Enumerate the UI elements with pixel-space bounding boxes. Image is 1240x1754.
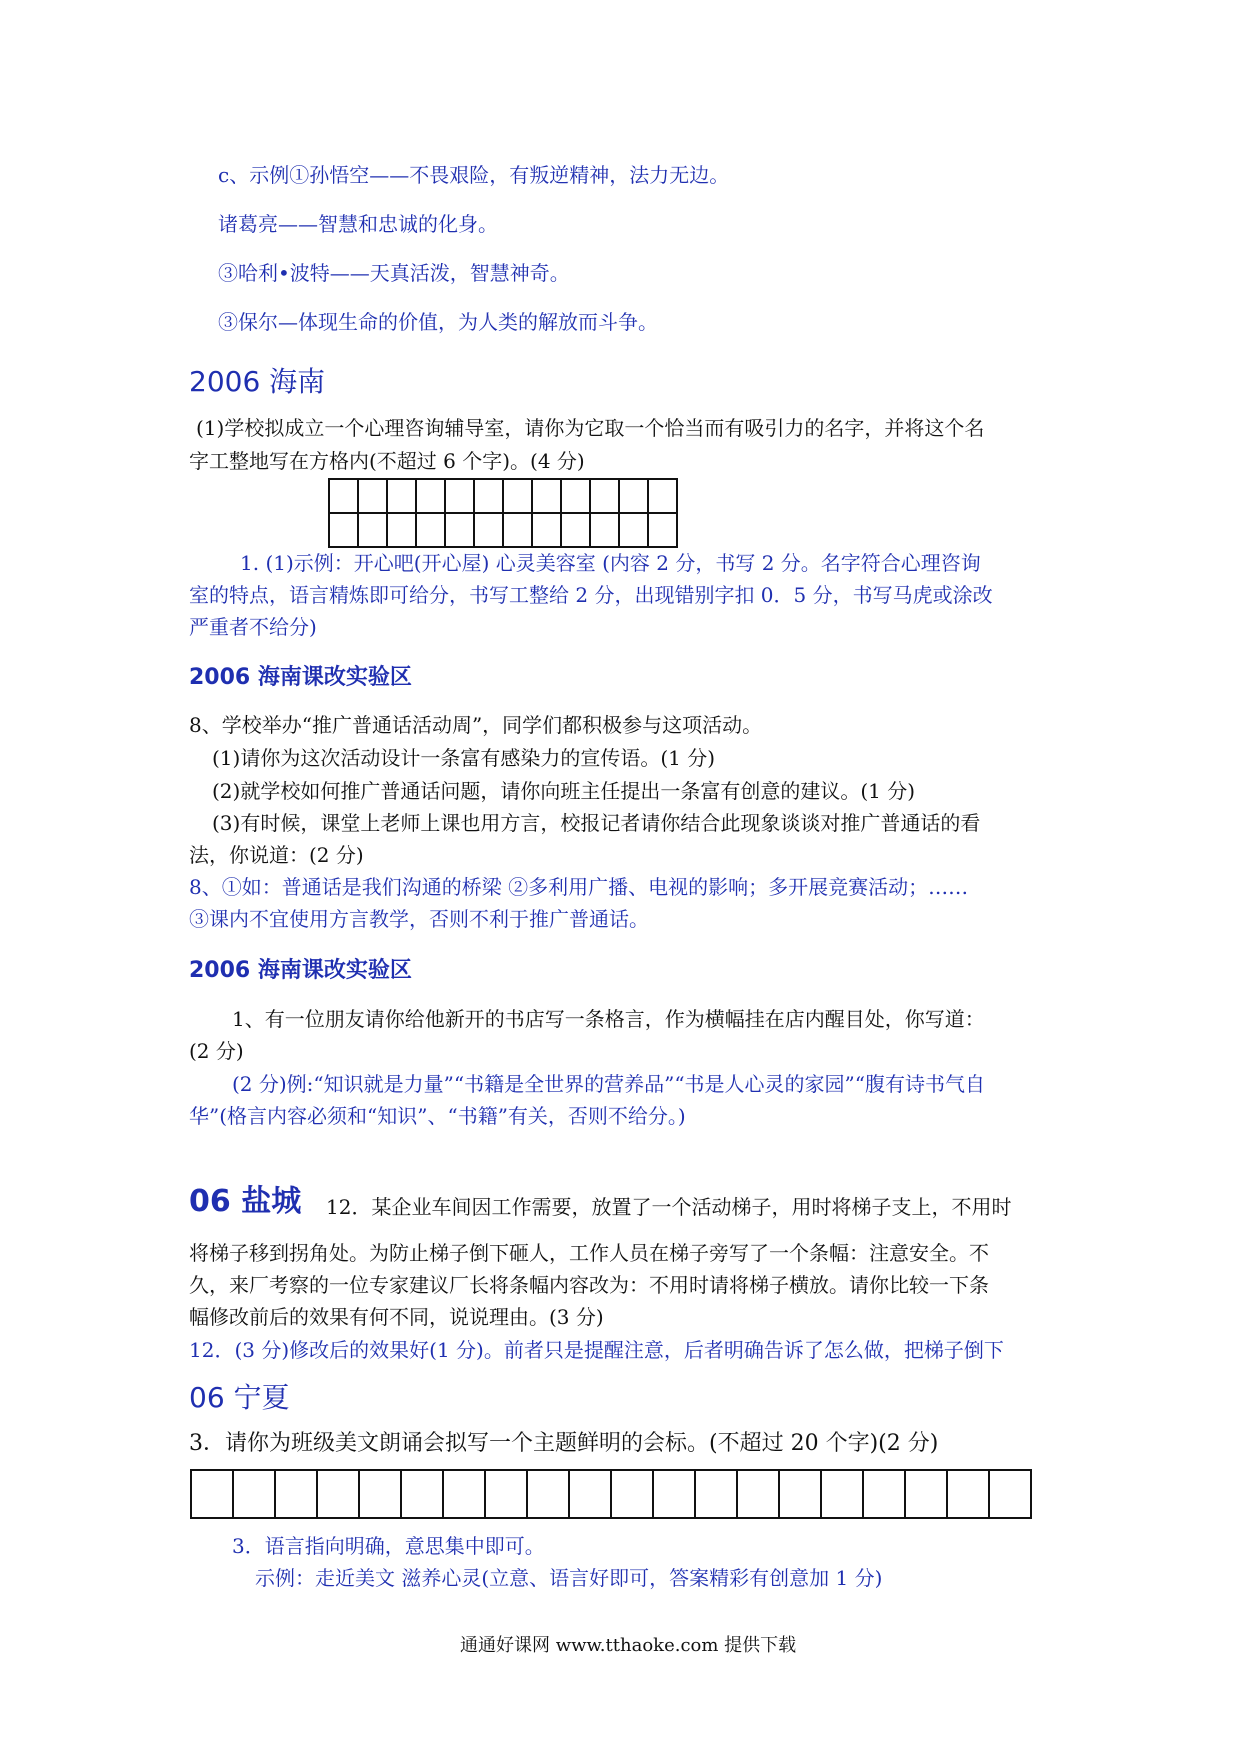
heading-reform-1: 2006 海南课改实验区	[189, 665, 412, 690]
ningxia-answer-line-2: 示例：走近美文 滋养心灵(立意、语言好即可，答案精彩有创意加 1 分)	[255, 1566, 883, 1590]
reform-2-answer-line-2: 华”(格言内容必须和“知识”、“书籍”有关，否则不给分。)	[189, 1104, 686, 1128]
hainan-answer-line-1: 1. (1)示例：开心吧(开心屋) 心灵美容室 (内容 2 分，书写 2 分。名字符合心理咨询	[240, 551, 981, 575]
page-footer: 通通好课网 www.tthaoke.com 提供下载	[460, 1635, 797, 1656]
name-answer-grid	[328, 478, 678, 548]
reform-1-answer-line-1: 8、①如：普通话是我们沟通的桥梁 ②多利用广播、电视的影响；多开展竞赛活动；……	[189, 875, 969, 899]
reform-2-question-line-2: (2 分)	[189, 1039, 244, 1063]
example-c-line-2: 诸葛亮——智慧和忠诚的化身。	[218, 212, 498, 236]
example-c-line-1: c、示例①孙悟空——不畏艰险，有叛逆精神，法力无边。	[218, 163, 730, 187]
heading-06-ningxia: 06 宁夏	[189, 1381, 290, 1414]
hainan-answer-line-3: 严重者不给分)	[189, 615, 317, 639]
reform-1-question-line-1: 8、学校举办“推广普通话活动周”，同学们都积极参与这项活动。	[189, 713, 763, 737]
reform-1-question-line-2: (1)请你为这次活动设计一条富有感染力的宣传语。(1 分)	[212, 746, 716, 770]
yancheng-question-line-3: 久，来厂考察的一位专家建议厂长将条幅内容改为：不用时请将梯子横放。请你比较一下条	[189, 1273, 989, 1297]
hainan-answer-line-2: 室的特点，语言精炼即可给分，书写工整给 2 分，出现错别字扣 0．5 分，书写马虎或涂改	[189, 583, 993, 607]
reform-2-answer-line-1: (2 分)例:“知识就是力量”“书籍是全世界的营养品”“书是人心灵的家园”“腹有诗书气自	[232, 1072, 985, 1096]
heading-reform-2: 2006 海南课改实验区	[189, 958, 412, 983]
heading-2006-hainan: 2006 海南	[189, 365, 326, 398]
reform-1-question-line-3: (2)就学校如何推广普通话问题，请你向班主任提出一条富有创意的建议。(1 分)	[212, 779, 916, 803]
yancheng-question-line-1: 12．某企业车间因工作需要，放置了一个活动梯子，用时将梯子支上，不用时	[326, 1195, 1012, 1219]
reform-1-question-line-5: 法，你说道：(2 分)	[189, 843, 364, 867]
hainan-question-line-2: 字工整地写在方格内(不超过 6 个字)。(4 分)	[189, 449, 585, 473]
reform-1-question-line-4: (3)有时候，课堂上老师上课也用方言，校报记者请你结合此现象谈谈对推广普通话的看	[212, 811, 981, 835]
banner-answer-grid	[190, 1469, 1032, 1519]
ningxia-question-line-1: 3．请你为班级美文朗诵会拟写一个主题鲜明的会标。(不超过 20 个字)(2 分)	[189, 1431, 939, 1456]
yancheng-answer-line-1: 12．(3 分)修改后的效果好(1 分)。前者只是提醒注意，后者明确告诉了怎么做，把梯子倒下	[189, 1338, 1004, 1362]
ningxia-answer-line-1: 3．语言指向明确，意思集中即可。	[232, 1534, 545, 1558]
example-c-line-3: ③哈利•波特——天真活泼，智慧神奇。	[218, 261, 570, 285]
heading-06-yancheng: 06 盐城	[189, 1184, 302, 1219]
yancheng-question-line-2: 将梯子移到拐角处。为防止梯子倒下砸人，工作人员在梯子旁写了一个条幅：注意安全。不	[189, 1241, 989, 1265]
hainan-question-line-1: (1)学校拟成立一个心理咨询辅导室，请你为它取一个恰当而有吸引力的名字，并将这个名	[196, 416, 985, 440]
example-c-line-4: ③保尔—体现生命的价值，为人类的解放而斗争。	[218, 310, 658, 334]
yancheng-question-line-4: 幅修改前后的效果有何不同，说说理由。(3 分)	[189, 1305, 604, 1329]
reform-2-question-line-1: 1、有一位朋友请你给他新开的书店写一条格言，作为横幅挂在店内醒目处，你写道：	[232, 1007, 985, 1031]
reform-1-answer-line-2: ③课内不宜使用方言教学，否则不利于推广普通话。	[189, 907, 649, 931]
